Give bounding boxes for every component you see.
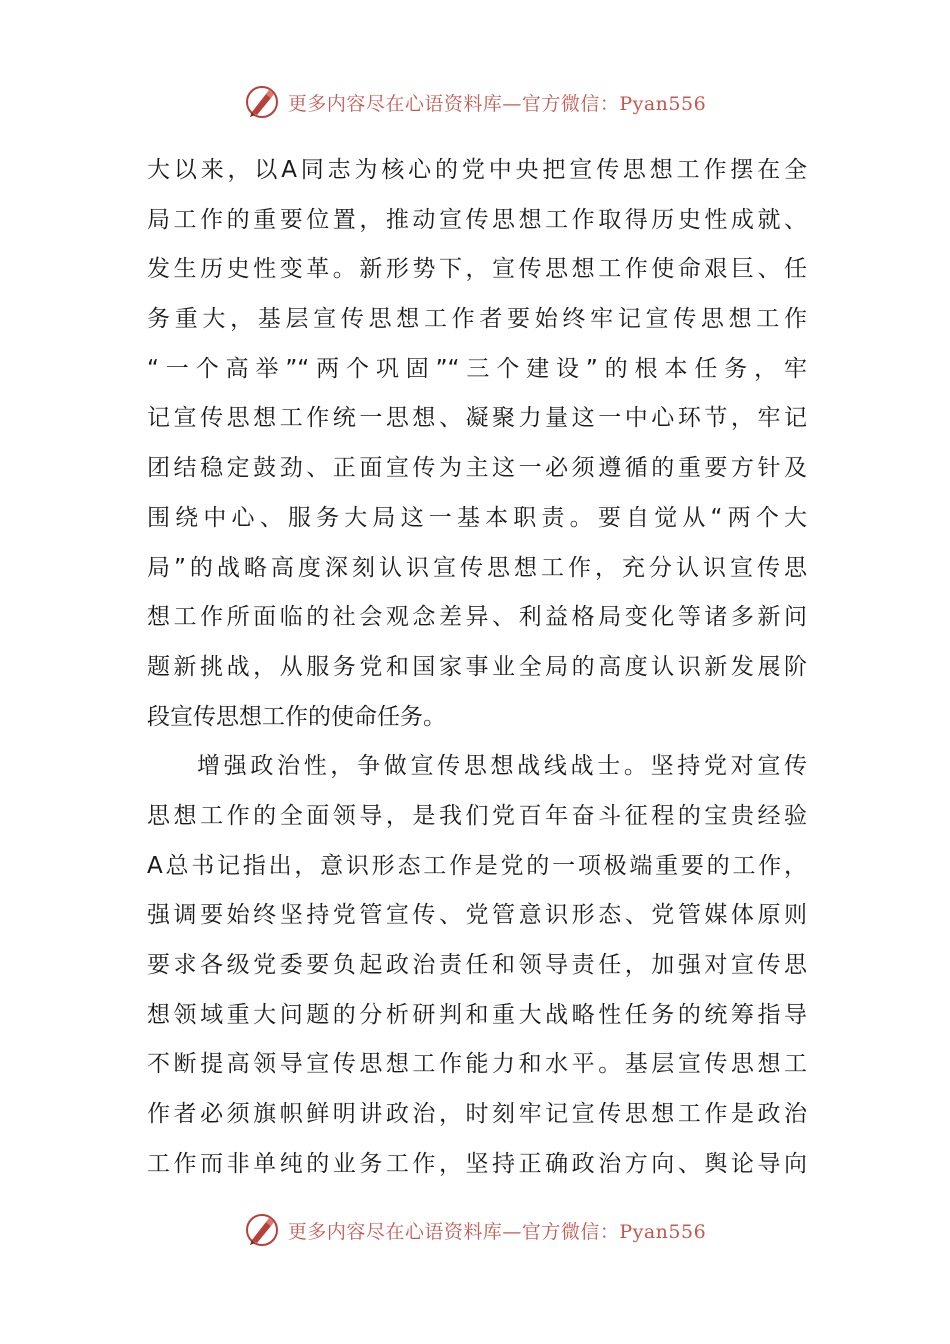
footer-banner xyxy=(0,1210,950,1250)
text-line: A总书记指出，意识形态工作是党的一项极端重要的工作， xyxy=(147,852,807,879)
text-line: 强调要始终坚持党管宣传、党管意识形态、党管媒体原则 xyxy=(147,902,807,929)
text-line: “一个高举”“两个巩固”“三个建设”的根本任务，牢 xyxy=(147,355,807,382)
text-line: 想领域重大问题的分析研判和重大战略性任务的统筹指导 xyxy=(147,1001,807,1028)
text-line: 围绕中心、服务大局这一基本职责。要自觉从“两个大 xyxy=(147,504,807,531)
text-line: 局工作的重要位置，推动宣传思想工作取得历史性成就、 xyxy=(147,206,807,233)
banner-text: 更多内容尽在心语资料库—官方微信：Pyan556 xyxy=(287,92,707,115)
text-line-paragraph-start: 增强政治性，争做宣传思想战线战士。坚持党对宣传 xyxy=(197,753,807,780)
text-line: 大以来，以A同志为核心的党中央把宣传思想工作摆在全 xyxy=(147,157,807,183)
text-line: 要求各级党委要负起政治责任和领导责任，加强对宣传思 xyxy=(147,952,807,978)
text-line: 不断提高领导宣传思想工作能力和水平。基层宣传思想工 xyxy=(147,1051,807,1078)
text-line: 局”的战略高度深刻认识宣传思想工作，充分认识宣传思 xyxy=(147,554,807,581)
document-body xyxy=(147,146,807,1189)
text-line-paragraph-end: 段宣传思想工作的使命任务。 xyxy=(147,703,446,730)
header-banner xyxy=(0,82,950,122)
text-line: 务重大，基层宣传思想工作者要始终牢记宣传思想工作 xyxy=(147,306,807,333)
pen-logo-icon xyxy=(244,84,280,120)
banner-text: 更多内容尽在心语资料库—官方微信：Pyan556 xyxy=(287,1220,707,1243)
text-line: 工作而非单纯的业务工作，坚持正确政治方向、舆论导向 xyxy=(147,1150,807,1177)
text-line: 作者必须旗帜鲜明讲政治，时刻牢记宣传思想工作是政治 xyxy=(147,1101,807,1128)
text-line: 发生历史性变革。新形势下，宣传思想工作使命艰巨、任 xyxy=(147,256,807,283)
text-line: 团结稳定鼓劲、正面宣传为主这一必须遵循的重要方针及 xyxy=(147,455,807,482)
text-line: 想工作所面临的社会观念差异、利益格局变化等诸多新问 xyxy=(147,604,807,631)
text-line: 思想工作的全面领导，是我们党百年奋斗征程的宝贵经验 xyxy=(147,802,807,829)
text-line: 题新挑战，从服务党和国家事业全局的高度认识新发展阶 xyxy=(147,653,807,680)
text-line: 记宣传思想工作统一思想、凝聚力量这一中心环节，牢记 xyxy=(147,405,807,432)
pen-logo-icon xyxy=(244,1212,280,1248)
